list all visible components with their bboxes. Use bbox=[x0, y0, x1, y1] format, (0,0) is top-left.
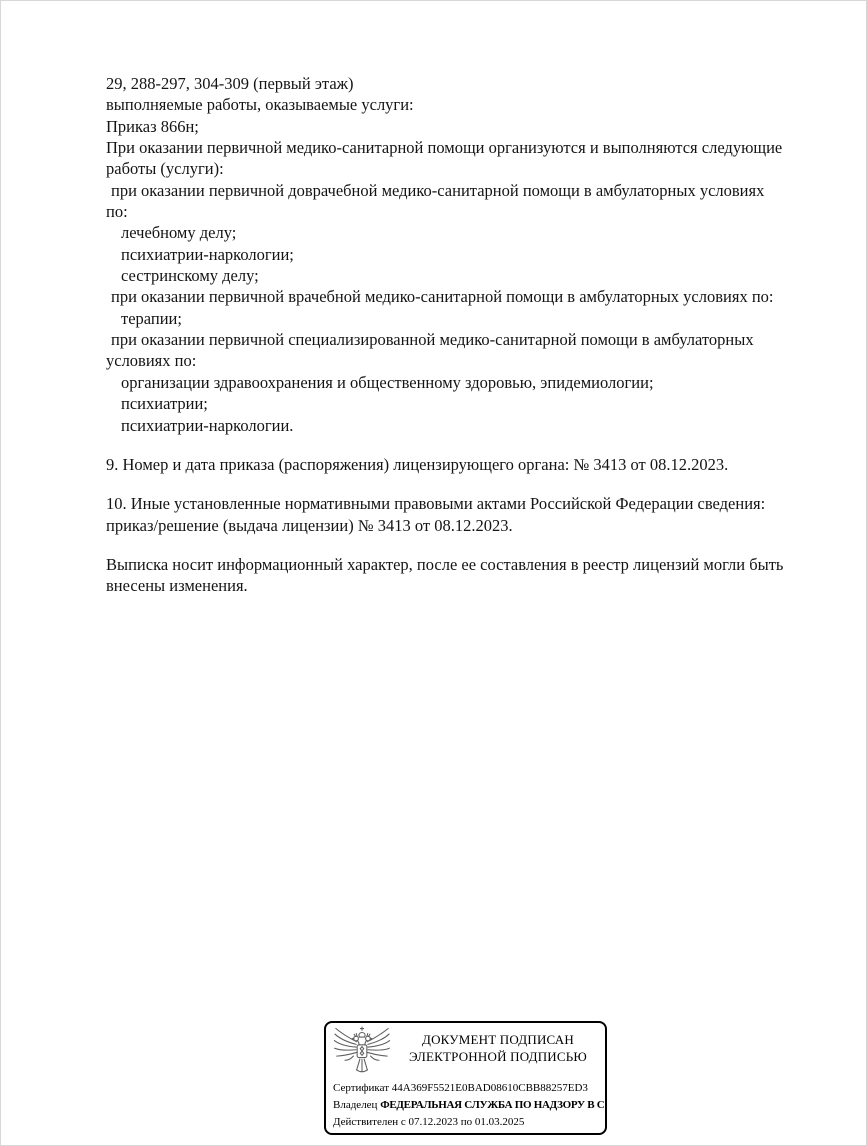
text-line: приказ/решение (выдача лицензии) № 3413 от 08.12.2023. bbox=[106, 515, 513, 535]
text-line: внесены изменения. bbox=[106, 576, 248, 596]
certificate-line bbox=[333, 1080, 605, 1097]
document-body bbox=[106, 73, 821, 597]
paragraph bbox=[106, 454, 821, 475]
signature-stamp bbox=[324, 1021, 607, 1135]
double-headed-eagle-icon bbox=[333, 1026, 391, 1078]
text-line: при оказании первичной доврачебной медико-санитарной помощи в амбулаторных условиях bbox=[111, 180, 765, 200]
text-line: психиатрии-наркологии; bbox=[121, 244, 294, 264]
stamp-title-line1: ДОКУМЕНТ ПОДПИСАН bbox=[422, 1032, 574, 1047]
text-line: При оказании первичной медико-санитарной помощи организуются и выполняются следующие bbox=[106, 138, 783, 158]
stamp-header bbox=[326, 1023, 605, 1078]
text-line: психиатрии; bbox=[121, 394, 208, 414]
stamp-details bbox=[333, 1080, 605, 1131]
text-line: лечебному делу; bbox=[121, 223, 237, 243]
stamp-title-line2: ЭЛЕКТРОННОЙ ПОДПИСЬЮ bbox=[409, 1048, 587, 1064]
owner-value: ФЕДЕРАЛЬНАЯ СЛУЖБА ПО НАДЗОРУ В С bbox=[380, 1099, 605, 1111]
text-line: 29, 288-297, 304-309 (первый этаж) bbox=[106, 74, 354, 93]
owner-line bbox=[333, 1097, 605, 1114]
validity-line: Действителен с 07.12.2023 по 01.03.2025 bbox=[333, 1116, 525, 1128]
text-line: Выписка носит информационный характер, после ее составления в реестр лицензий могли быть bbox=[106, 554, 784, 574]
text-line: 9. Номер и дата приказа (распоряжения) лицензирующего органа: № 3413 от 08.12.2023. bbox=[106, 454, 729, 474]
text-line: организации здравоохранения и общественному здоровью, эпидемиологии; bbox=[121, 372, 654, 392]
text-line: при оказании первичной врачебной медико-санитарной помощи в амбулаторных условиях по: bbox=[111, 287, 774, 307]
text-line: по: bbox=[106, 202, 128, 222]
text-line: работы (услуги): bbox=[106, 159, 224, 179]
certificate-label: Сертификат bbox=[333, 1082, 389, 1094]
text-line: психиатрии-наркологии. bbox=[121, 415, 294, 435]
owner-label: Владелец bbox=[333, 1099, 378, 1111]
certificate-value: 44A369F5521E0BAD08610CBB88257ED3 bbox=[391, 1082, 588, 1094]
paragraph bbox=[106, 73, 821, 436]
paragraph bbox=[106, 554, 821, 597]
text-line: терапии; bbox=[121, 308, 182, 328]
text-line: сестринскому делу; bbox=[121, 266, 259, 286]
text-line: при оказании первичной специализированной медико-санитарной помощи в амбулаторных bbox=[111, 330, 754, 350]
paragraph bbox=[106, 493, 821, 536]
stamp-title bbox=[391, 1023, 605, 1065]
text-line: 10. Иные установленные нормативными правовыми актами Российской Федерации сведения: bbox=[106, 494, 766, 514]
text-line: условиях по: bbox=[106, 351, 197, 371]
text-line: выполняемые работы, оказываемые услуги: bbox=[106, 95, 414, 115]
text-line: Приказ 866н; bbox=[106, 116, 199, 136]
